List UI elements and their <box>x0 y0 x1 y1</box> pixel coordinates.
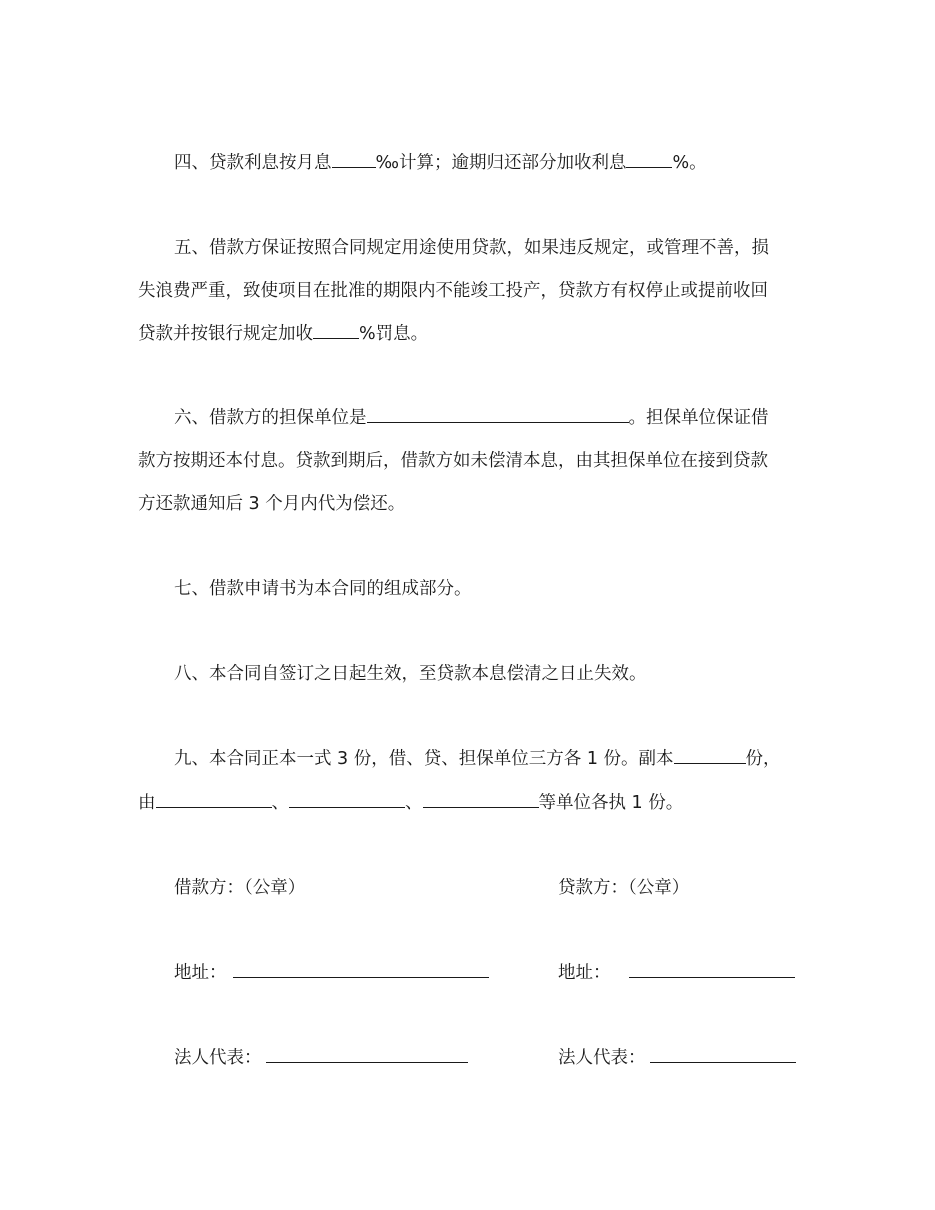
guarantor-blank[interactable] <box>367 406 629 423</box>
clause-9-text-3: 由 <box>138 793 156 813</box>
clause-5-line-1: 五、借款方保证按照合同规定用途使用贷款，如果违反规定，或管理不善，损 <box>174 238 769 258</box>
lender-legal-rep <box>558 1046 796 1070</box>
clause-6-line-2: 款方按期还本付息。贷款到期后，借款方如未偿清本息，由其担保单位在接到贷款 <box>138 451 768 471</box>
holder-3-blank[interactable] <box>423 791 539 808</box>
separator-1: 、 <box>271 793 289 813</box>
clause-9-text-2: 份， <box>745 749 781 769</box>
clause-5-text-2: %罚息。 <box>359 324 429 344</box>
borrower-legal-rep <box>174 1046 468 1070</box>
borrower-address <box>174 961 489 985</box>
clause-7: 七、借款申请书为本合同的组成部分。 <box>174 579 472 599</box>
copies-blank[interactable] <box>674 747 746 764</box>
borrower-legal-rep-blank[interactable] <box>266 1046 468 1063</box>
clause-4-text-3: %。 <box>672 153 707 173</box>
clause-9-text-4: 等单位各执 1 份。 <box>538 793 684 813</box>
penalty-rate-blank[interactable] <box>313 322 359 339</box>
clause-4-text-1: 四、贷款利息按月息 <box>174 153 332 173</box>
clause-5-line-2: 失浪费严重，致使项目在批准的期限内不能竣工投产，贷款方有权停止或提前收回 <box>138 281 768 301</box>
separator-2: 、 <box>405 793 423 813</box>
clause-9-text-1: 九、本合同正本一式 3 份，借、贷、担保单位三方各 1 份。副本 <box>174 749 674 769</box>
borrower-legal-rep-label: 法人代表： <box>174 1048 262 1068</box>
borrower-address-blank[interactable] <box>233 961 489 978</box>
monthly-interest-blank[interactable] <box>332 151 376 168</box>
lender-address-blank[interactable] <box>629 961 795 978</box>
clause-6-line-1 <box>174 406 769 430</box>
lender-address-label: 地址： <box>558 963 611 983</box>
lender-legal-rep-label: 法人代表： <box>558 1048 646 1068</box>
holder-1-blank[interactable] <box>156 791 272 808</box>
clause-8: 八、本合同自签订之日起生效，至贷款本息偿清之日止失效。 <box>174 664 647 684</box>
lender-seal-label: 贷款方：（公章） <box>558 878 690 898</box>
borrower-seal-label: 借款方：（公章） <box>174 878 306 898</box>
borrower-address-label: 地址： <box>174 963 227 983</box>
clause-4 <box>174 151 707 175</box>
clause-4-text-2: ‰计算；逾期归还部分加收利息 <box>375 153 627 173</box>
clause-6-line-3: 方还款通知后 3 个月内代为偿还。 <box>138 494 406 514</box>
penalty-interest-blank[interactable] <box>626 151 672 168</box>
clause-6-text-1: 六、借款方的担保单位是 <box>174 408 367 428</box>
clause-5-line-3 <box>138 322 428 346</box>
clause-9-line-1 <box>174 747 781 771</box>
lender-address <box>558 961 795 985</box>
clause-5-text-1: 贷款并按银行规定加收 <box>138 324 313 344</box>
clause-9-line-2 <box>138 791 683 815</box>
clause-6-text-2: 。担保单位保证借 <box>628 408 769 428</box>
lender-legal-rep-blank[interactable] <box>650 1046 796 1063</box>
holder-2-blank[interactable] <box>289 791 405 808</box>
